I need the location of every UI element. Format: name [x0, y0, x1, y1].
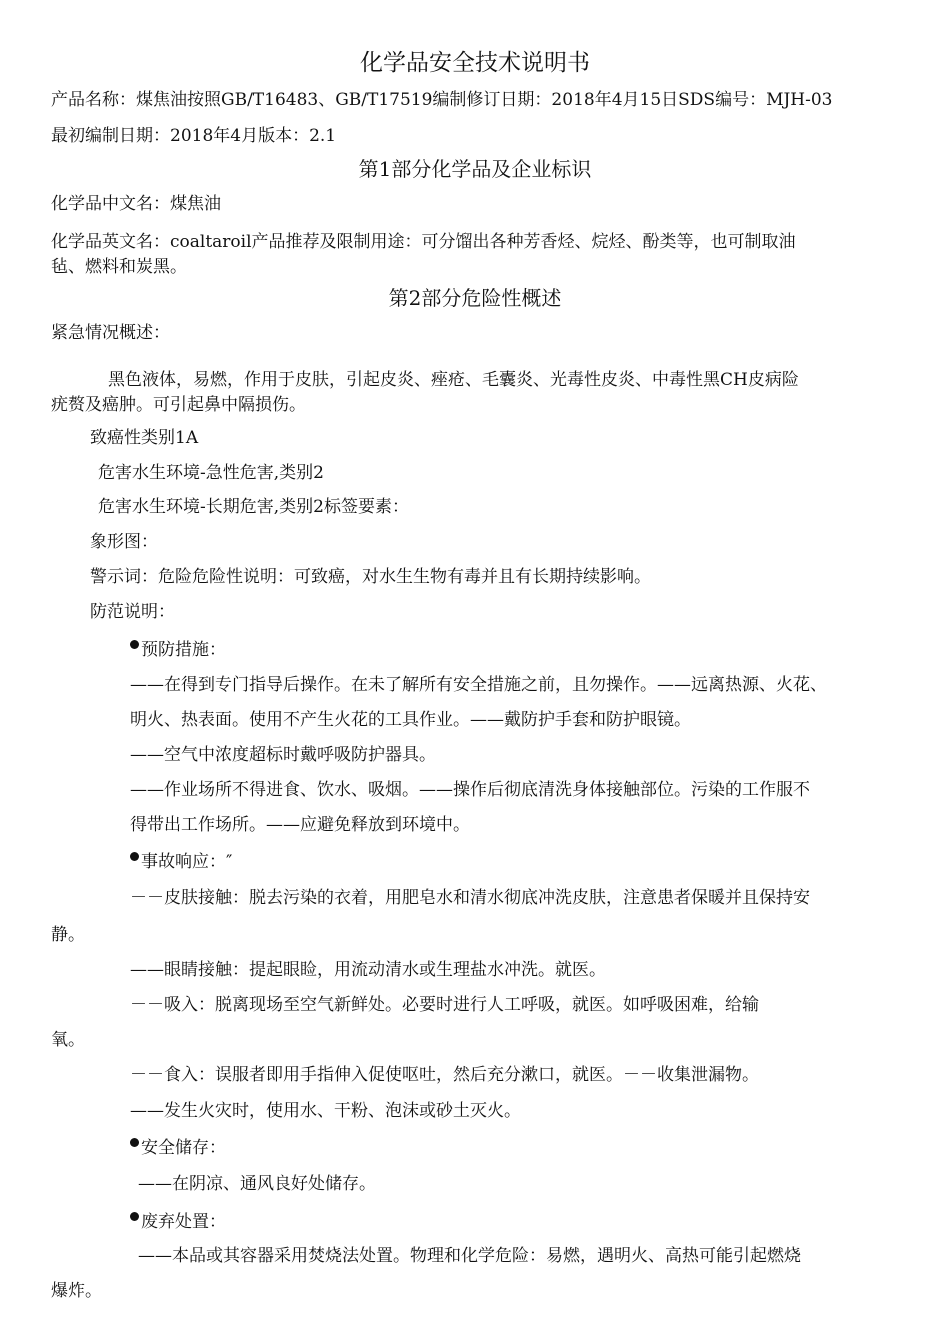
emergency-text-line2: 疣赘及癌肿。可引起鼻中隔损伤。: [51, 395, 306, 415]
response-heading: [130, 852, 232, 871]
hazard-class-aquatic-acute: 危害水生环境-急性危害,类别2: [98, 463, 324, 483]
response-line3: ——眼睛接触：提起眼睑，用流动清水或生理盐水冲洗。就医。: [130, 960, 606, 980]
prevention-label: 预防措施：: [141, 640, 226, 660]
response-label: 事故响应：″: [141, 852, 233, 872]
pictogram-label: 象形图：: [90, 532, 158, 552]
prevention-line5: 得带出工作场所。——应避免释放到环境中。: [130, 815, 470, 835]
bullet-icon: [130, 852, 139, 861]
disposal-line2: 爆炸。: [51, 1281, 102, 1301]
response-line1: －－皮肤接触：脱去污染的衣着，用肥皂水和清水彻底冲洗皮肤，注意患者保暖并且保持安: [130, 888, 810, 908]
prevention-line3: ——空气中浓度超标时戴呼吸防护器具。: [130, 745, 436, 765]
emergency-label: 紧急情况概述：: [51, 323, 170, 343]
response-line7: ——发生火灾时，使用水、干粉、泡沫或砂土灭火。: [130, 1101, 521, 1121]
disposal-label: 废弃处置：: [141, 1212, 226, 1232]
document-title: 化学品安全技术说明书: [360, 50, 590, 76]
meta-line-product: 产品名称：煤焦油按照GB/T16483、GB/T17519编制修订日期：2018年4月15日SDS编号：MJH-03: [51, 90, 833, 110]
storage-line1: ——在阴凉、通风良好处储存。: [138, 1174, 376, 1194]
bullet-icon: [130, 640, 139, 649]
response-line5: 氧。: [51, 1030, 85, 1050]
chem-cn-name: 化学品中文名：煤焦油: [51, 194, 221, 214]
disposal-heading: [130, 1212, 226, 1231]
bullet-icon: [130, 1138, 139, 1147]
disposal-line1: ——本品或其容器采用焚烧法处置。物理和化学危险：易燃，遇明火、高热可能引起燃烧: [138, 1246, 801, 1266]
storage-heading: [130, 1138, 226, 1157]
meta-line-edition: 最初编制日期：2018年4月版本：2.1: [51, 126, 337, 146]
chem-en-name-line1: 化学品英文名：coaltaroil产品推荐及限制用途：可分馏出各种芳香烃、烷烃、酚类等，也可制取油: [51, 232, 796, 252]
prevention-line2: 明火、热表面。使用不产生火花的工具作业。——戴防护手套和防护眼镜。: [130, 710, 691, 730]
bullet-icon: [130, 1212, 139, 1221]
prevention-line1: ——在得到专门指导后操作。在未了解所有安全措施之前，且勿操作。——远离热源、火花、: [130, 675, 827, 695]
part1-heading: 第1部分化学品及企业标识: [358, 157, 592, 181]
part2-heading: 第2部分危险性概述: [388, 286, 562, 310]
prevention-heading: [130, 640, 226, 659]
prevention-line4: ——作业场所不得进食、饮水、吸烟。——操作后彻底清洗身体接触部位。污染的工作服不: [130, 780, 810, 800]
emergency-text-line1: 黑色液体，易燃，作用于皮肤，引起皮炎、痤疮、毛囊炎、光毒性皮炎、中毒性黑CH皮病险: [108, 370, 799, 390]
chem-en-name-line2: 毡、燃料和炭黑。: [51, 257, 187, 277]
response-line2: 静。: [51, 925, 85, 945]
response-line4: －－吸入：脱离现场至空气新鲜处。必要时进行人工呼吸，就医。如呼吸困难，给输: [130, 995, 759, 1015]
signal-word-line: 警示词：危险危险性说明：可致癌，对水生生物有毒并且有长期持续影响。: [90, 567, 651, 587]
response-line6: －－食入：误服者即用手指伸入促使呕吐，然后充分漱口，就医。－－收集泄漏物。: [130, 1065, 759, 1085]
hazard-class-aquatic-chronic: 危害水生环境-长期危害,类别2标签要素：: [98, 497, 409, 517]
precaution-label: 防范说明：: [90, 602, 175, 622]
storage-label: 安全储存：: [141, 1138, 226, 1158]
hazard-class-carcinogen: 致癌性类别1A: [90, 428, 199, 448]
